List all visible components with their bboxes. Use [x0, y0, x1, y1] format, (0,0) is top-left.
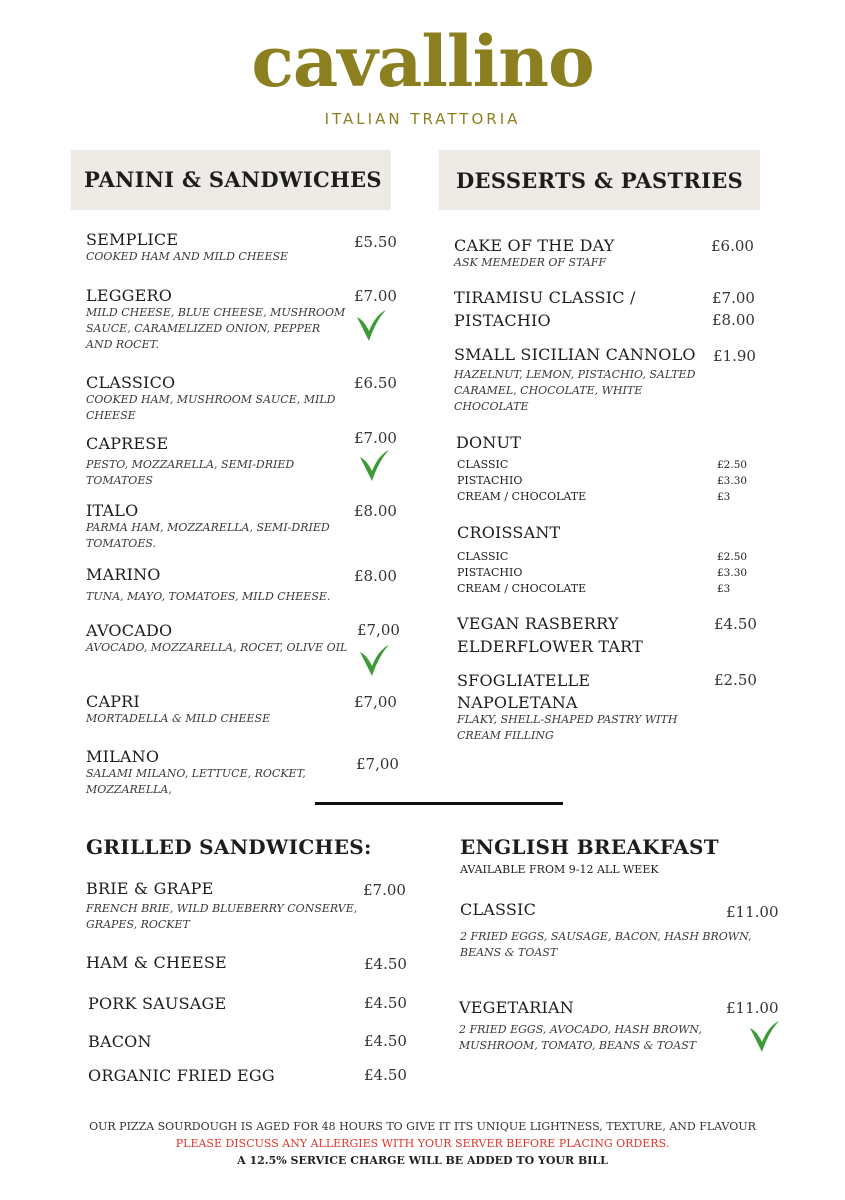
item-price: £7.00 [354, 287, 397, 305]
item-desc: COOKED HAM AND MILD CHEESE [86, 250, 289, 263]
item-price: £8.00 [712, 311, 755, 329]
item-desc: FLAKY, SHELL-SHAPED PASTRY WITH CREAM FILLING [457, 713, 678, 742]
menu-item [457, 693, 707, 744]
item-desc: FRENCH BRIE, WILD BLUEBERRY CONSERVE, GRAPES, ROCKET [86, 902, 358, 931]
item-price: £11.00 [726, 903, 779, 921]
item-name: SEMPLICE [86, 230, 179, 249]
item-price: £4.50 [364, 955, 407, 973]
item-name: CAPRI [86, 692, 140, 711]
menu-item [86, 434, 348, 489]
item-desc: ASK MEMEDER OF STAFF [454, 256, 607, 269]
item-price: £4.50 [364, 1066, 407, 1084]
item-name: HAM & CHEESE [86, 953, 227, 972]
footer-line-1: OUR PIZZA SOURDOUGH IS AGED FOR 48 HOURS TO GIVE IT ITS UNIQUE LIGHTNESS, TEXTURE, AND FLAVOUR [89, 1120, 756, 1133]
item-name: CROISSANT [457, 523, 561, 542]
variant-label: PISTACHIO [457, 566, 523, 579]
item-price: £7.00 [363, 881, 406, 899]
item-price: £4.50 [714, 615, 757, 633]
brand-logo: cavallino [251, 20, 594, 103]
vegan-leaf-icon [358, 642, 390, 678]
item-name: PORK SAUSAGE [88, 994, 227, 1013]
item-desc: PARMA HAM, MOZZARELLA, SEMI-DRIED TOMATOES. [86, 521, 330, 550]
item-name: CAPRESE [86, 434, 169, 453]
item-desc: AVOCADO, MOZZARELLA, ROCET, OLIVE OIL [86, 641, 348, 654]
item-name: ITALO [86, 501, 139, 520]
item-price: £7,00 [356, 755, 399, 773]
item-name: MARINO [86, 565, 161, 584]
menu-item [86, 565, 348, 605]
item-name-line2: NAPOLETANA [457, 693, 578, 712]
vegan-leaf-icon [358, 447, 390, 483]
menu-item [454, 345, 712, 415]
footer-allergy-notice: PLEASE DISCUSS ANY ALLERGIES WITH YOUR SERVER BEFORE PLACING ORDERS. [175, 1137, 670, 1150]
item-name: CAKE OF THE DAY [454, 236, 615, 255]
item-name: BACON [88, 1032, 152, 1051]
item-price: £8.00 [354, 567, 397, 585]
item-desc: 2 FRIED EGGS, AVOCADO, HASH BROWN, MUSHROOM, TOMATO, BEANS & TOAST [459, 1023, 702, 1052]
item-name: TIRAMISU CLASSIC / [454, 288, 636, 307]
menu-item [86, 692, 348, 727]
item-name: SFOGLIATELLE [457, 671, 591, 690]
menu-item [459, 998, 719, 1054]
menu-item [86, 879, 366, 933]
item-price: £6.00 [711, 237, 754, 255]
variant-price: £3 [717, 583, 731, 595]
variant-price: £3 [717, 491, 731, 503]
item-price: £1.90 [713, 347, 756, 365]
item-price: £4.50 [364, 994, 407, 1012]
vegan-leaf-icon [355, 307, 387, 343]
menu-item [86, 501, 348, 552]
item-name: VEGAN RASBERRY [457, 614, 619, 633]
variant-label: CLASSIC [457, 550, 509, 563]
variant-price: £2.50 [717, 551, 748, 563]
item-price: £7,00 [357, 621, 400, 639]
footer-service-charge: A 12.5% SERVICE CHARGE WILL BE ADDED TO YOUR BILL [237, 1154, 608, 1167]
item-price: £4.50 [364, 1032, 407, 1050]
item-desc: MILD CHEESE, BLUE CHEESE, MUSHROOM SAUCE, CARAMELIZED ONION, PEPPER AND ROCET. [86, 306, 346, 351]
breakfast-subtitle: AVAILABLE FROM 9-12 ALL WEEK [460, 863, 659, 876]
panini-title: PANINI & SANDWICHES [84, 167, 382, 192]
menu-item [86, 230, 346, 265]
item-desc: HAZELNUT, LEMON, PISTACHIO, SALTED CARAMEL, CHOCOLATE, WHITE CHOCOLATE [454, 368, 696, 413]
menu-item [86, 747, 348, 798]
item-price: £8.00 [354, 502, 397, 520]
item-name: DONUT [456, 433, 522, 452]
item-name: ORGANIC FRIED EGG [88, 1066, 275, 1085]
item-desc: SALAMI MILANO, LETTUCE, ROCKET, MOZZARELLA, [86, 767, 306, 796]
item-desc: PESTO, MOZZARELLA, SEMI-DRIED TOMATOES [86, 458, 295, 487]
variant-label: CREAM / CHOCOLATE [457, 582, 587, 595]
item-price: £7.00 [354, 429, 397, 447]
item-price: £7.00 [712, 289, 755, 307]
menu-item [460, 900, 760, 961]
item-name: BRIE & GRAPE [86, 879, 214, 898]
item-name: LEGGERO [86, 286, 173, 305]
panini-header-box [71, 150, 391, 210]
item-price: £5.50 [354, 233, 397, 251]
variant-label: CLASSIC [457, 458, 509, 471]
desserts-header-box [439, 150, 760, 210]
item-desc: TUNA, MAYO, TOMATOES, MILD CHEESE. [86, 590, 331, 603]
variant-label: CREAM / CHOCOLATE [457, 490, 587, 503]
menu-item [454, 236, 704, 271]
desserts-title: DESSERTS & PASTRIES [456, 168, 744, 193]
item-price: £7,00 [354, 693, 397, 711]
brand-tagline: ITALIAN TRATTORIA [324, 110, 521, 128]
item-name: CLASSICO [86, 373, 176, 392]
item-desc: 2 FRIED EGGS, SAUSAGE, BACON, HASH BROWN, BEANS & TOAST [460, 930, 752, 959]
variant-label: PISTACHIO [457, 474, 523, 487]
item-price: £2.50 [714, 671, 757, 689]
item-name: CLASSIC [460, 900, 537, 919]
item-name: AVOCADO [86, 621, 173, 640]
vegan-leaf-icon [748, 1018, 780, 1054]
menu-item [86, 373, 348, 424]
grilled-title: GRILLED SANDWICHES: [86, 835, 372, 859]
item-desc: COOKED HAM, MUSHROOM SAUCE, MILD CHEESE [86, 393, 336, 422]
item-name-line2: PISTACHIO [454, 311, 551, 330]
section-divider [315, 802, 563, 805]
item-desc: MORTADELLA & MILD CHEESE [86, 712, 271, 725]
variant-price: £3.30 [717, 475, 748, 487]
item-price: £6.50 [354, 374, 397, 392]
variant-price: £3.30 [717, 567, 748, 579]
item-name: MILANO [86, 747, 160, 766]
menu-item [86, 621, 348, 656]
item-name-line2: ELDERFLOWER TART [457, 637, 643, 656]
item-name: VEGETARIAN [459, 998, 574, 1017]
breakfast-title: ENGLISH BREAKFAST [460, 835, 719, 859]
variant-price: £2.50 [717, 459, 748, 471]
menu-item [86, 286, 348, 353]
item-price: £11.00 [726, 999, 779, 1017]
item-name: SMALL SICILIAN CANNOLO [454, 345, 696, 364]
